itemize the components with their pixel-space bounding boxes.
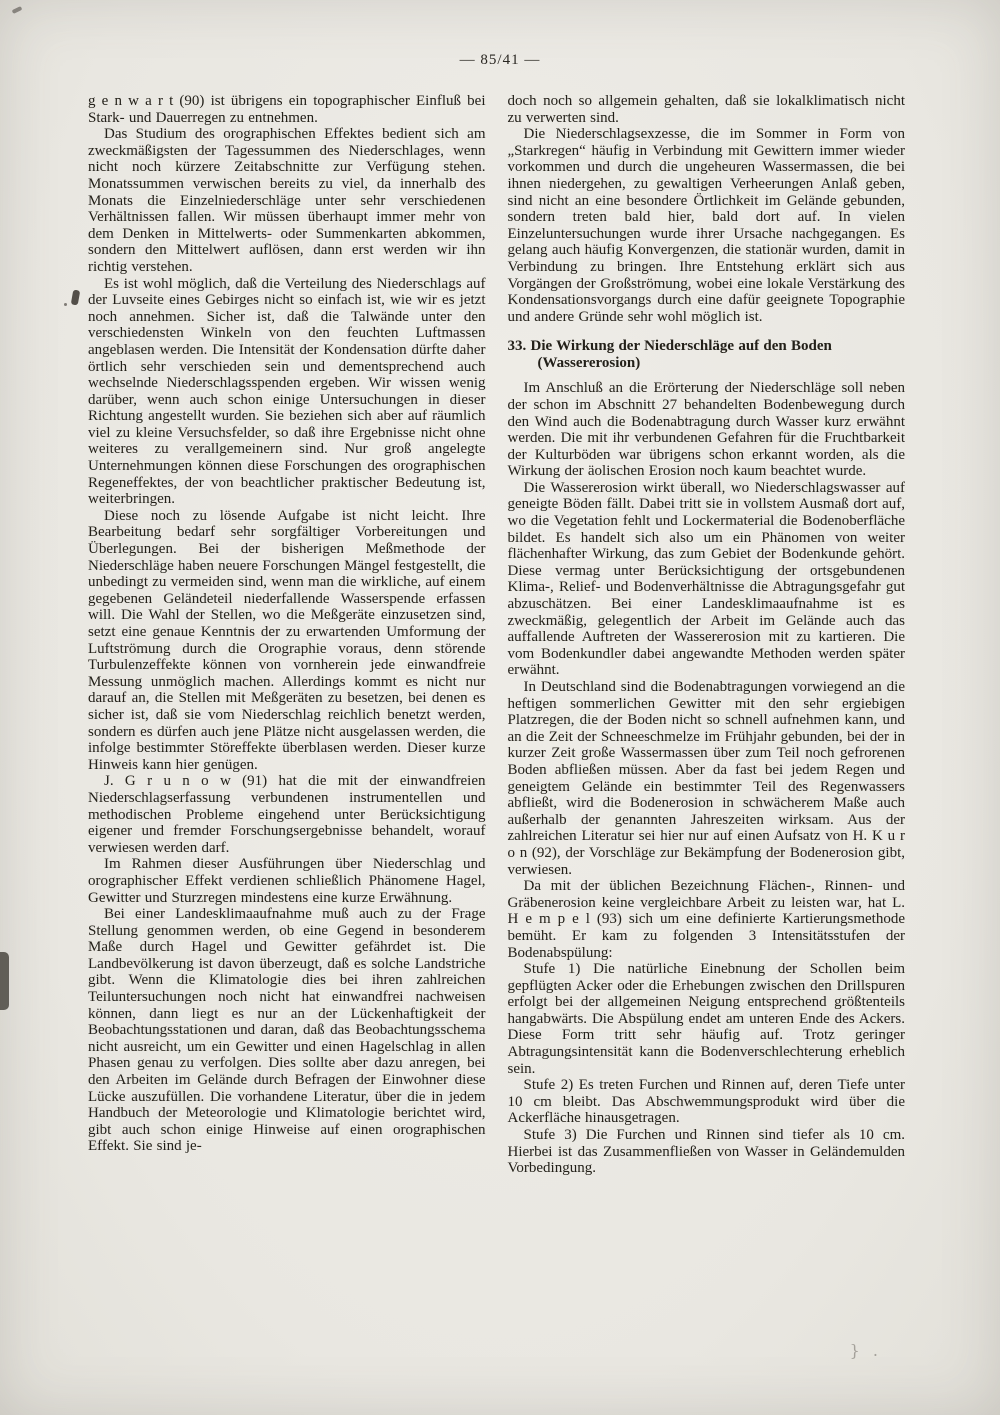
paragraph: doch noch so allgemein gehalten, daß sie lokalklimatisch nicht zu verwerten sind. [507, 93, 905, 126]
paragraph: Da mit der üblichen Bezeichnung Flächen-, Rinnen- und Gräbenerosion keine vergleichbare Arbeit zu leisten war, hat L. H e m p e l (93) sich um eine definierte Kartierungsmethode bemüht. Er kam zu folgenden 3 Intensitätsstufen der Bodenabspülung: [507, 878, 905, 961]
paragraph: Diese noch zu lösende Aufgabe ist nicht leicht. Ihre Bearbeitung bedarf sehr sorgfältiger Vorbereitungen und Überlegungen. Bei der bisherigen Meßmethode der Niederschläge haben neuere Forschungen Mängel festgestellt, die unbedingt zu vermeiden sind, wenn man die wirkliche, auf einem gegebenen Geländeteil niederfallende Wasserspende erfassen will. Die Wahl der Stellen, wo die Meßgeräte einzusetzen sind, setzt eine genaue Kenntnis der zu erwartenden Umformung der Luftströmung durch die Orographie voraus, denn störende Turbulenzeffekte können von vornherein jede einwandfreie Messung unmöglich machen. Allerdings kommt es nicht nur darauf an, die Stellen mit Meßgeräten zu besetzen, bei denen es sicher ist, daß sie vom Niederschlag reichlich benetzt werden, sondern es dürfen auch jene Plätze nicht ausgelassen werden, die infolge bestimmter Störeffekte überblasen werden. Dieser kurze Hinweis kann hier genügen. [88, 507, 486, 773]
text-columns [0, 93, 1000, 1177]
paragraph: In Deutschland sind die Bodenabtragungen vorwiegend an die heftigen sommerlichen Gewitter mit den sehr ergiebigen Platzregen, die der Boden nicht so schnell aufnehmen kann, und an die Zeit der Schneeschmelze im Frühjahr gebunden, bei der in kurzer Zeit große Wassermassen über zum Teil noch gefrorenen Boden abfließen müssen. Aber da fast bei jedem Regen und geneigtem Gelände ein bestimmter Teil des Regenwassers abfließt, wird die Bodenerosion in schwächerem Maße auch außerhalb der genannten Jahreszeiten wirksam. Aus der zahlreichen Literatur sei hier nur auf einen Aufsatz von H. K u r o n (92), der Vorschläge zur Bekämpfung der Bodenerosion gibt, verwiesen. [507, 679, 905, 878]
left-column [88, 93, 486, 1177]
paragraph: Die Niederschlagsexzesse, die im Sommer in Form von „Starkregen“ häufig in Verbindung mit Gewittern immer wieder vorkommen und durch die ungeheuren Wassermassen, die bei ihnen niedergehen, zu gewaltigen Verheerungen Anlaß geben, sind nicht an eine besondere Örtlichkeit im Gelände gebunden, sondern treten bald hier, bald dort auf. In vielen Einzeluntersuchungen wurde ihrer Ursache nachgegangen. Es gelang auch häufig Konvergenzen, die stationär wurden, damit in Verbindung zu bringen. Ihre Entstehung erklärt sich aus Vorgängen der Großströmung, wobei eine lokale Verstärkung des Kondensationsvorgangs durch eine dafür geeignete Topographie und andere Gründe sehr wohl möglich ist. [507, 126, 905, 325]
handwritten-mark: } . [849, 1341, 882, 1360]
page-number: — 85/41 — [459, 52, 541, 68]
right-column [508, 93, 906, 1177]
paragraph: Die Wassererosion wirkt überall, wo Niederschlagswasser auf geneigte Böden fällt. Dabei tritt sie in vollstem Ausmaß dort auf, wo die Vegetation fehlt und Lockermaterial die Bodenoberfläche bildet. Es handelt sich also um ein Phänomen von weiter flächenhafter Wirkung, das zum Gebiet der Bodenkunde gehört. Diese vermag unter Berücksichtigung der ortsgebundenen Klima-, Relief- und Bodenverhältnisse die Abtragungsgefahr gut abzuschätzen. Bei einer Landesklimaaufnahme ist es zweckmäßig, gelegentlich der Arbeit im Gelände auch das auffallende Auftreten der Wassererosion mit zu kartieren. Die vom Bodenkundler dabei angewandte Methoden werden später erwähnt. [507, 479, 905, 679]
scan-artifact [64, 303, 67, 306]
scan-artifact [0, 952, 9, 1010]
paragraph: J. G r u n o w (91) hat die mit der einwandfreien Niederschlagserfassung verbundenen instrumentellen und methodischen Probleme eingehend unter Berücksichtigung eigener und fremder Forschungsergebnisse behandelt, worauf verwiesen werden darf. [88, 773, 486, 856]
paragraph: Das Studium des orographischen Effektes bedient sich am zweckmäßigsten der Tagessummen des Niederschlages, wenn nicht noch kürzere Zeitabschnitte zur Verfügung stehen. Monatssummen verwischen bereits zu viel, da innerhalb des Monats die Einzelniederschläge unter sehr verschiedenen Verhältnissen fallen. Wir müssen überhaupt immer mehr von dem Denken in Mittelwerts- oder Summenkarten abkommen, sondern den Mittelwert auflösen, dann erst werden wir ihn richtig verstehen. [88, 126, 486, 275]
paragraph: Im Rahmen dieser Ausführungen über Niederschlag und orographischer Effekt verdienen schließlich Phänomene Hagel, Gewitter und Sturzregen mindestens eine kurze Erwähnung. [88, 856, 486, 906]
paragraph: g e n w a r t (90) ist übrigens ein topographischer Einfluß bei Stark- und Dauerregen zu entnehmen. [88, 93, 486, 126]
paragraph: Stufe 3) Die Furchen und Rinnen sind tiefer als 10 cm. Hierbei ist das Zusammenfließen von Wasser in Geländemulden Vorbedingung. [507, 1127, 905, 1177]
paragraph: Stufe 1) Die natürliche Einebnung der Schollen beim gepflügten Acker oder die Erhebungen zwischen den Drillspuren erfolgt bei der allgemeinen Neigung entsprechend größtenteils hangabwärts. Die Abspülung endet am unteren Ende des Ackers. Diese Form tritt sehr häufig auf. Trotz geringer Abtragungsintensität kann die Bodenverschlechterung erheblich sein. [507, 961, 905, 1077]
paragraph: Es ist wohl möglich, daß die Verteilung des Niederschlags auf der Luvseite eines Gebirges nicht so einfach ist, wie wir es jetzt noch annehmen. Sicher ist, daß die Talwände unter den verschiedensten Winkeln von den feuchten Luftmassen angeblasen werden. Die Intensität der Kondensation dürfte daher örtlich sehr verschieden sein und dementsprechend auch wechselnde Niederschlagsspenden ergeben. Wir wissen wenig darüber, wenn auch schon einige Untersuchungen in dieser Richtung angestellt wurden. Sie beziehen sich aber auf räumlich viel zu kleine Versuchsfelder, so daß ihre Ergebnisse nicht ohne weiteres zu verallgemeinern sind. Nur groß angelegte Unternehmungen können diese Forschungen des orographischen Regeneffektes, der von beachtlicher praktischer Bedeutung ist, weiterbringen. [88, 275, 486, 508]
paragraph: Stufe 2) Es treten Furchen und Rinnen auf, deren Tiefe unter 10 cm bleibt. Das Abschwemmungsprodukt wird über die Ackerfläche hinausgetragen. [507, 1077, 905, 1127]
paragraph: Im Anschluß an die Erörterung der Niederschläge soll neben der schon im Abschnitt 27 behandelten Bodenbewegung durch den Wind auch die Bodenabtragung durch Wasser kurz erwähnt werden. Die mit ihr verbundenen Gefahren für die Fruchtbarkeit der Kulturböden war übrigens schon erkannt worden, als die Wirkung der äolischen Erosion noch kaum beachtet wurde. [507, 380, 905, 480]
paragraph: Bei einer Landesklimaaufnahme muß auch zu der Frage Stellung genommen werden, ob eine Gegend in besonderem Maße durch Hagel und Gewitter gefährdet ist. Die Landbevölkerung ist davon überzeugt, daß es solche Landstriche gibt. Wenn die Klimatologie dies bei ihren zahlreichen Teiluntersuchungen noch nicht hat einwandfrei nachweisen können, dann liegt es nur an der Lückenhaftigkeit der Beobachtungsstationen und daran, daß das Beobachtungsschema nicht ausreicht, um ein Gewitter und einen Hagelschlag in allen Phasen genau zu verfolgen. Dies sollte aber dazu anregen, bei den Arbeiten im Gelände durch Befragen der Einwohner diese Lücke auszufüllen. Die vorhandene Literatur, über die in jedem Handbuch der Meteorologie und Klimatologie berichtet wird, gibt auch schon einige Hinweise auf einen orographischen Effekt. Sie sind je- [88, 906, 486, 1155]
section-heading: 33. Die Wirkung der Niederschläge auf den Boden (Wassererosion) [507, 338, 832, 372]
